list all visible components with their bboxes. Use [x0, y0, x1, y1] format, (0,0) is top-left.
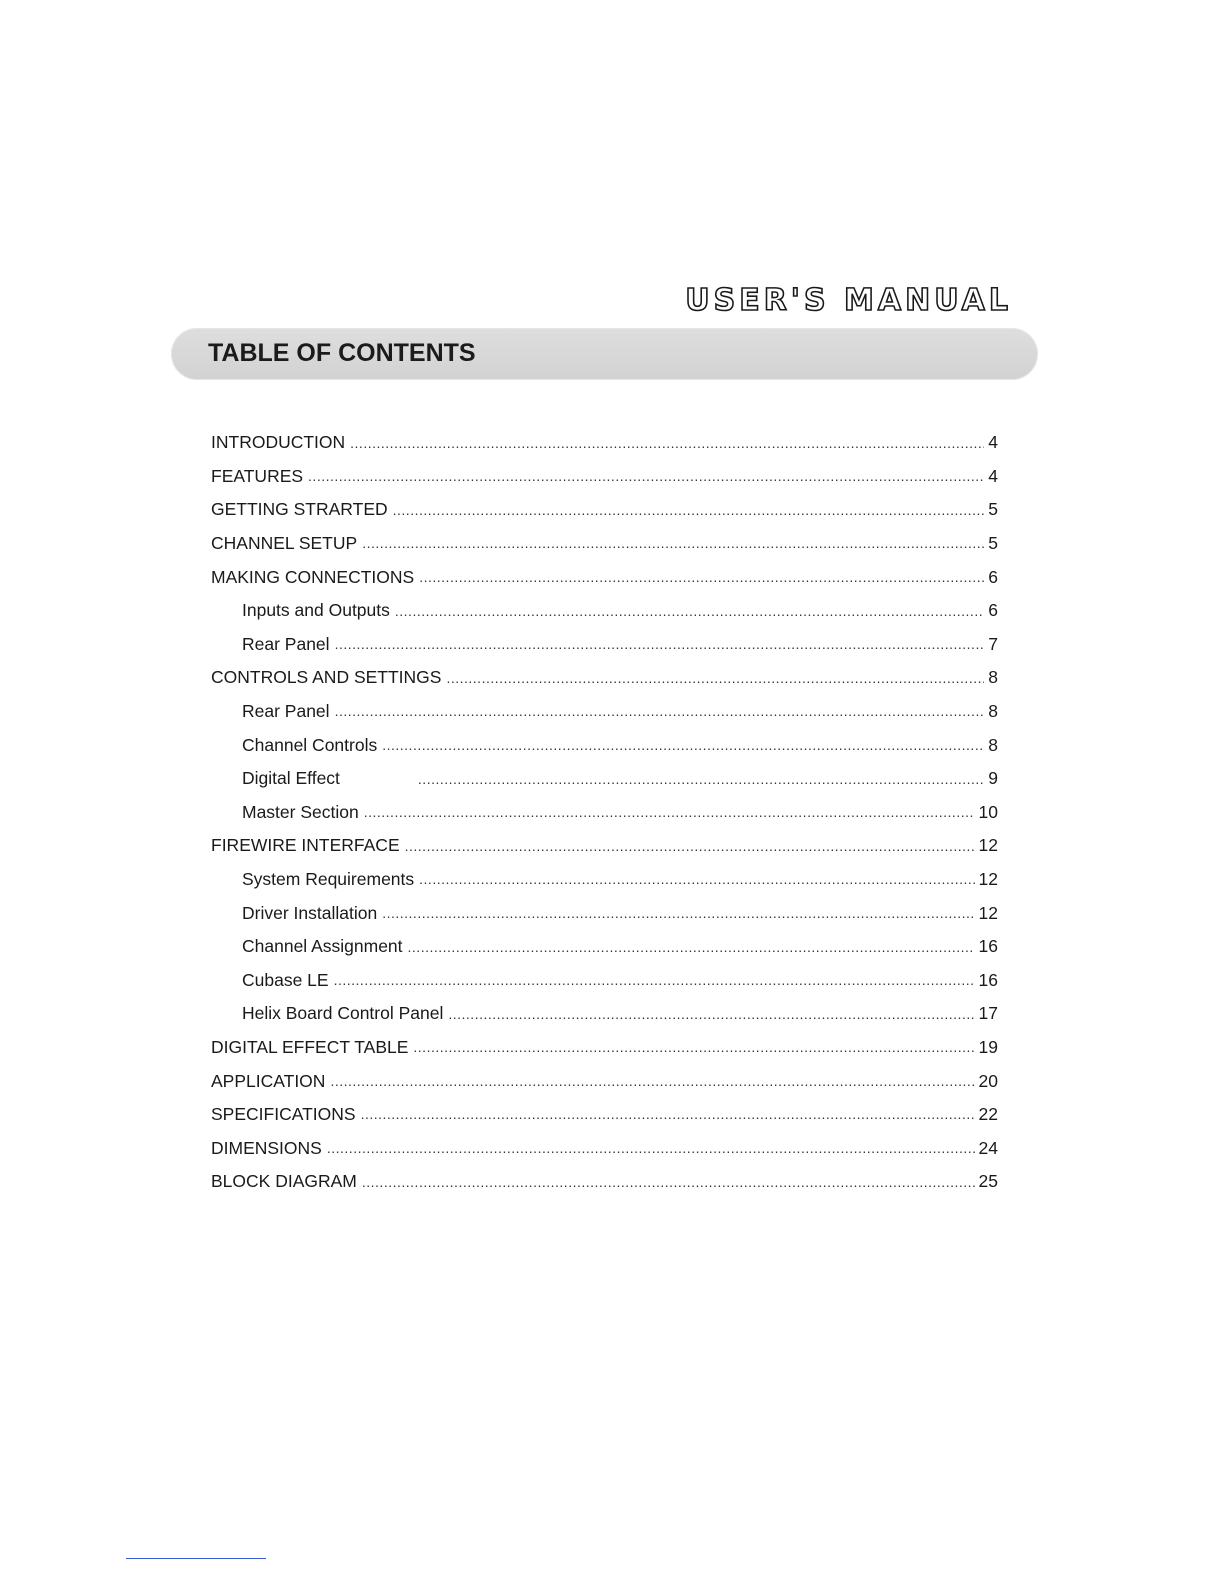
- dot-leader: [362, 535, 984, 560]
- toc-heading-bar: [171, 328, 1038, 380]
- toc-entry-label: Driver Installation: [242, 902, 378, 923]
- toc-entry-label: BLOCK DIAGRAM: [211, 1171, 357, 1192]
- toc-entry-label: System Requirements: [242, 869, 415, 890]
- toc-entry-page: 8: [988, 701, 998, 722]
- dot-leader: [334, 972, 975, 997]
- toc-entry-label: Rear Panel: [242, 701, 330, 722]
- toc-entry-page: 12: [978, 902, 998, 923]
- toc-entry-label: INTRODUCTION: [211, 432, 346, 453]
- toc-entry-channel-setup[interactable]: [211, 527, 998, 561]
- dot-leader: [405, 838, 975, 863]
- toc-entry-page: 10: [978, 801, 998, 822]
- toc-entry-page: 9: [988, 768, 998, 789]
- toc-entry-page: 5: [988, 499, 998, 520]
- dot-leader: [446, 670, 984, 695]
- toc-entry-channel-assignment[interactable]: [211, 930, 998, 964]
- toc-entry-label: MAKING CONNECTIONS: [211, 566, 415, 587]
- table-of-contents: [211, 426, 998, 1199]
- toc-entry-system-requirements[interactable]: [211, 863, 998, 897]
- toc-entry-dimensions[interactable]: [211, 1131, 998, 1165]
- toc-entry-label: Digital Effect: [242, 768, 340, 789]
- toc-entry-channel-controls[interactable]: [211, 728, 998, 762]
- dot-leader: [413, 1039, 974, 1064]
- toc-entry-firewire-interface[interactable]: [211, 829, 998, 863]
- dot-leader: [327, 1140, 975, 1165]
- dot-leader: [408, 939, 975, 964]
- toc-entry-helix-board-control-panel[interactable]: [211, 997, 998, 1031]
- toc-entry-page: 4: [988, 465, 998, 486]
- dot-leader: [362, 1174, 975, 1199]
- toc-entry-digital-effect-table[interactable]: [211, 1031, 998, 1065]
- dot-leader: [382, 737, 984, 762]
- toc-entry-driver-installation[interactable]: [211, 896, 998, 930]
- toc-entry-application[interactable]: [211, 1064, 998, 1098]
- dot-leader: [419, 569, 984, 594]
- toc-entry-label: FIREWIRE INTERFACE: [211, 835, 400, 856]
- toc-entry-page: 12: [978, 869, 998, 890]
- toc-entry-label: DIMENSIONS: [211, 1137, 322, 1158]
- toc-entry-page: 20: [978, 1070, 998, 1091]
- toc-entry-digital-effect[interactable]: [211, 762, 998, 796]
- toc-entry-page: 5: [988, 533, 998, 554]
- toc-entry-label: CONTROLS AND SETTINGS: [211, 667, 442, 688]
- toc-entry-inputs-and-outputs[interactable]: [211, 594, 998, 628]
- dot-leader: [393, 502, 985, 527]
- toc-entry-label: SPECIFICATIONS: [211, 1104, 356, 1125]
- toc-entry-page: 6: [988, 566, 998, 587]
- toc-entry-label: Rear Panel: [242, 633, 330, 654]
- toc-entry-page: 8: [988, 734, 998, 755]
- toc-entry-label: CHANNEL SETUP: [211, 533, 358, 554]
- toc-entry-page: 25: [978, 1171, 998, 1192]
- toc-entry-label: Inputs and Outputs: [242, 600, 390, 621]
- dot-leader: [448, 1006, 974, 1031]
- toc-entry-label: APPLICATION: [211, 1070, 326, 1091]
- toc-entry-page: 19: [978, 1036, 998, 1057]
- toc-entry-getting-started[interactable]: [211, 493, 998, 527]
- dot-leader: [364, 804, 975, 829]
- toc-entry-page: 12: [978, 835, 998, 856]
- toc-heading: TABLE OF CONTENTS: [208, 339, 476, 367]
- toc-entry-label: DIGITAL EFFECT TABLE: [211, 1036, 409, 1057]
- toc-entry-label: Master Section: [242, 801, 359, 822]
- toc-entry-page: 22: [978, 1104, 998, 1125]
- toc-entry-block-diagram[interactable]: [211, 1165, 998, 1199]
- dot-leader: [382, 905, 974, 930]
- toc-entry-features[interactable]: [211, 460, 998, 494]
- toc-entry-page: 8: [988, 667, 998, 688]
- toc-entry-introduction[interactable]: [211, 426, 998, 460]
- dot-leader: [350, 435, 984, 460]
- dot-leader: [395, 603, 984, 628]
- toc-entry-page: 7: [988, 633, 998, 654]
- dot-leader: [419, 871, 974, 896]
- toc-entry-label: GETTING STRARTED: [211, 499, 388, 520]
- toc-entry-controls-and-settings[interactable]: [211, 661, 998, 695]
- toc-entry-rear-panel-connections[interactable]: [211, 628, 998, 662]
- toc-entry-label: Channel Controls: [242, 734, 378, 755]
- toc-entry-cubase-le[interactable]: [211, 964, 998, 998]
- toc-entry-page: 24: [978, 1137, 998, 1158]
- toc-entry-page: 6: [988, 600, 998, 621]
- toc-entry-page: 16: [978, 936, 998, 957]
- toc-entry-page: 16: [978, 969, 998, 990]
- toc-entry-making-connections[interactable]: [211, 560, 998, 594]
- toc-entry-label: Channel Assignment: [242, 936, 403, 957]
- toc-entry-page: 17: [978, 1003, 998, 1024]
- toc-entry-page: 4: [988, 432, 998, 453]
- footer-rule: [126, 1558, 266, 1559]
- dot-leader: [335, 636, 985, 661]
- dot-leader: [335, 703, 985, 728]
- manual-title: USER'S MANUAL: [685, 283, 1012, 318]
- toc-entry-master-section[interactable]: [211, 796, 998, 830]
- dot-leader: [308, 468, 984, 493]
- toc-entry-specifications[interactable]: [211, 1098, 998, 1132]
- dot-leader: [361, 1106, 975, 1131]
- dot-leader: [330, 1073, 974, 1098]
- toc-entry-label: Cubase LE: [242, 969, 329, 990]
- dot-leader: [418, 771, 984, 796]
- toc-entry-label: Helix Board Control Panel: [242, 1003, 444, 1024]
- toc-entry-rear-panel-controls[interactable]: [211, 695, 998, 729]
- toc-entry-label: FEATURES: [211, 465, 304, 486]
